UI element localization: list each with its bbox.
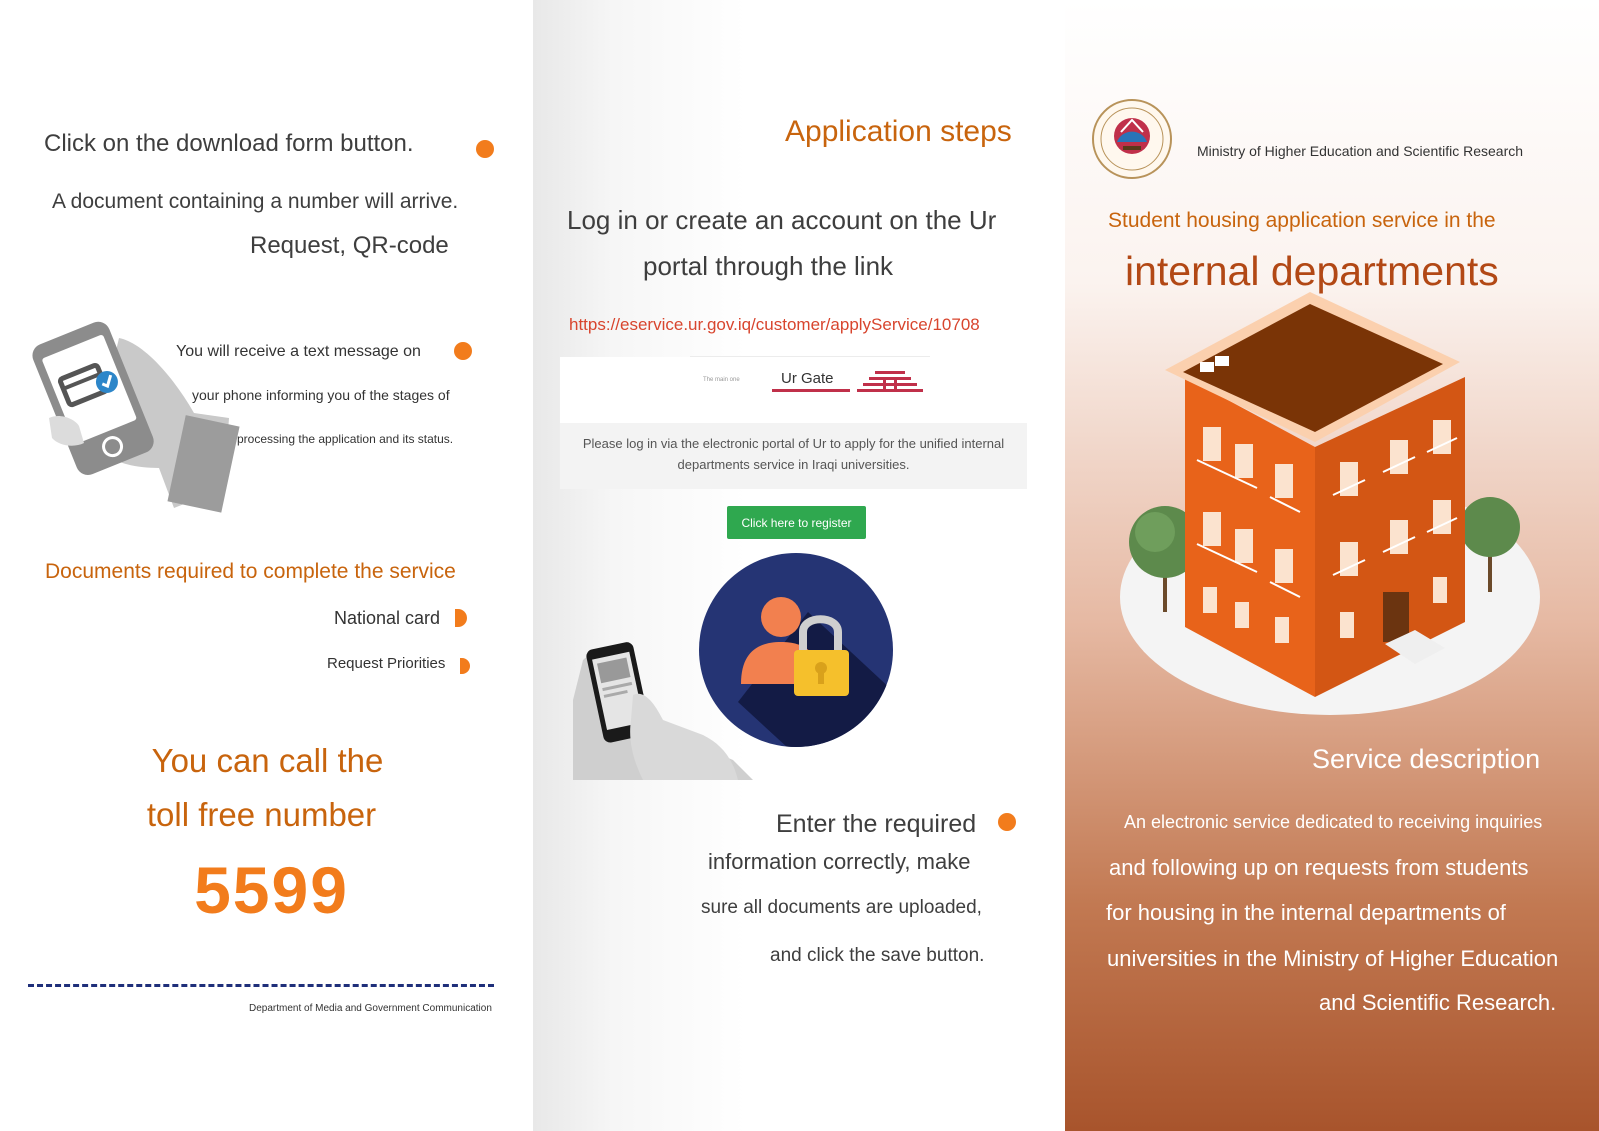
portal-link[interactable]: https://eservice.ur.gov.iq/customer/applyService/10708 — [569, 315, 980, 334]
doc-arrive-line1: A document containing a number will arrive. — [52, 190, 459, 213]
register-button[interactable]: Click here to register — [727, 506, 866, 539]
doc-national-card: National card — [334, 608, 441, 628]
sms-line3: processing the application and its status. — [237, 432, 454, 446]
portal-card-message: Please log in via the electronic portal of Ur to apply for the unified internal departments service in Iraqi universities. — [582, 436, 1005, 472]
description-title: Service description — [1312, 744, 1541, 774]
enter-line2: information correctly, make — [708, 849, 971, 874]
bullet-half-dot — [455, 609, 467, 627]
bullet-dot — [998, 813, 1016, 831]
step-download-text: Click on the download form button. — [44, 130, 414, 157]
description-line2: and following up on requests from students — [1109, 855, 1529, 880]
enter-line1: Enter the required — [776, 810, 977, 838]
toll-free-number: 5599 — [194, 853, 349, 927]
bullet-dot — [454, 342, 472, 360]
portal-card-subtitle: The main one — [703, 377, 740, 383]
doc-request-priorities: Request Priorities — [327, 655, 446, 672]
brand-underline — [772, 389, 850, 392]
description-line4: universities in the Ministry of Higher Education — [1107, 946, 1559, 971]
ministry-logo — [1091, 98, 1173, 180]
service-title: internal departments — [1125, 248, 1499, 294]
description-line5: and Scientific Research. — [1319, 990, 1557, 1015]
enter-line4: and click the save button. — [770, 945, 985, 966]
bullet-half-dot — [460, 658, 470, 674]
ministry-name: Ministry of Higher Education and Scientific Research — [1197, 143, 1524, 159]
department-credit: Department of Media and Government Communication — [249, 1003, 492, 1014]
sms-line1: You will receive a text message on — [176, 343, 421, 360]
application-steps-title: Application steps — [785, 115, 1012, 148]
sms-line2: your phone informing you of the stages of — [192, 387, 450, 403]
ur-gate-logo — [855, 369, 925, 397]
description-line1: An electronic service dedicated to receiving inquiries — [1124, 812, 1543, 832]
dashed-divider — [28, 984, 494, 987]
service-subtitle: Student housing application service in the — [1108, 209, 1496, 232]
description-line3: for housing in the internal departments of — [1106, 900, 1506, 925]
call-line1: You can call the — [151, 742, 384, 779]
user-lock-icon — [698, 552, 894, 748]
building-illustration — [1115, 292, 1545, 722]
portal-card-brand: Ur Gate — [781, 370, 834, 387]
bullet-dot — [476, 140, 494, 158]
doc-arrive-line2: Request, QR-code — [250, 232, 449, 259]
call-line2: toll free number — [146, 796, 377, 833]
documents-title: Documents required to complete the service — [45, 560, 456, 583]
login-line1: Log in or create an account on the Ur — [567, 205, 997, 235]
card-top-rule — [690, 356, 930, 357]
left-panel — [0, 0, 533, 1131]
login-line2: portal through the link — [643, 251, 894, 281]
enter-line3: sure all documents are uploaded, — [701, 897, 982, 918]
